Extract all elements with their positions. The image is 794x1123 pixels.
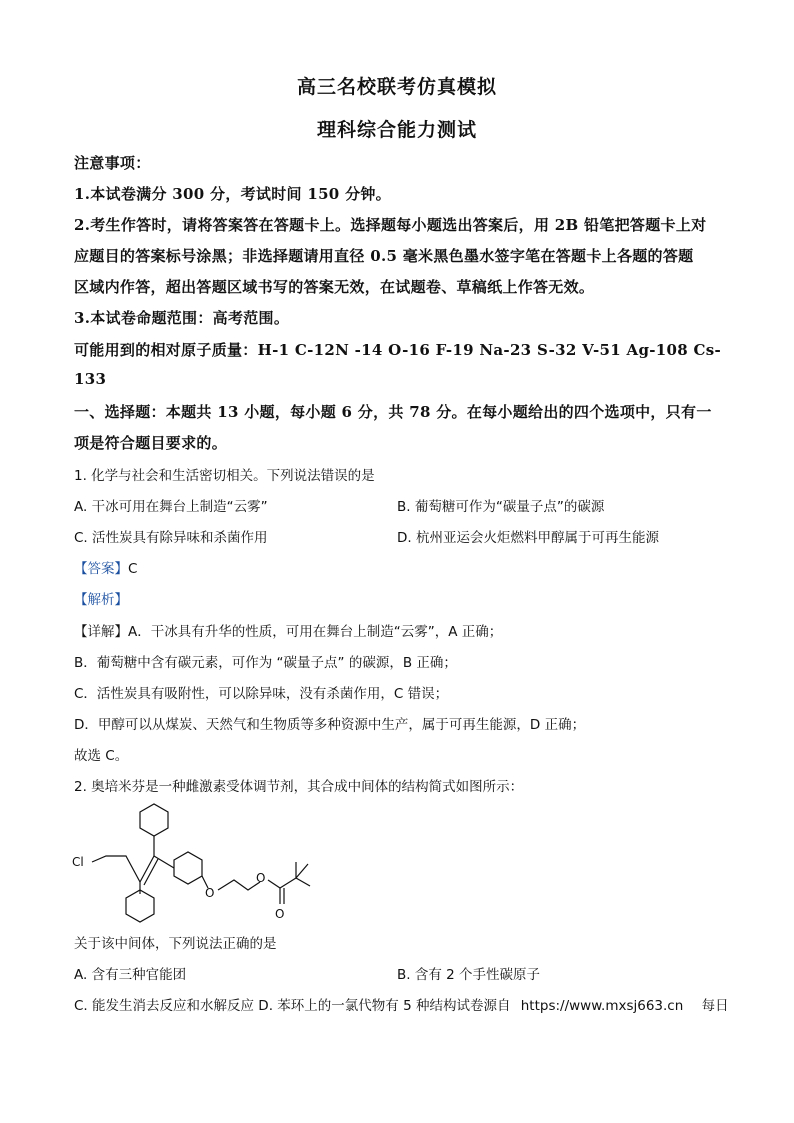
detail-line-d: D．甲醇可以从煤炭、天然气和生物质等多种资源中生产，属于可再生能源，D 正确； (74, 717, 586, 733)
answer-value: C (128, 561, 138, 577)
page-title: 高三名校联考仿真模拟 (296, 76, 497, 98)
atomic-mass-line2: 133 (74, 370, 107, 388)
question-2-option-cd-text: C. 能发生消去反应和水解反应 D. 苯环上的一氯代物有 5 种结构试卷源自 (74, 998, 511, 1014)
section-heading-line2: 项是符合题目要求的。 (74, 434, 228, 452)
question-1-option-d: D. 杭州亚运会火炬燃料甲醇属于可再生能源 (397, 530, 659, 546)
detail-a-text: A．干冰具有升华的性质，可用在舞台上制造“云雾”，A 正确； (128, 624, 503, 640)
section-heading-line1: 一、选择题：本题共 13 小题，每小题 6 分，共 78 分。在每小题给出的四个选项中，只有一 (74, 403, 712, 421)
question-2-option-a: A. 含有三种官能团 (74, 967, 187, 983)
notes-heading: 注意事项： (74, 154, 151, 172)
detail-line-b: B．葡萄糖中含有碳元素，可作为 “碳量子点” 的碳源，B 正确； (74, 655, 457, 671)
carbonyl-oxygen-label: O (275, 907, 285, 921)
question-1-option-a: A. 干冰可用在舞台上制造“云雾” (74, 499, 268, 515)
ethylene-linker (218, 880, 260, 890)
tert-butyl-bond (280, 878, 296, 888)
page-subtitle: 理科综合能力测试 (316, 119, 477, 141)
detail-line-a (74, 620, 502, 640)
answer-line (74, 557, 137, 577)
question-1-option-b: B. 葡萄糖可作为“碳量子点”的碳源 (397, 499, 605, 515)
source-link[interactable]: https://www.mxsj663.cn (520, 998, 684, 1014)
note-item-3: 3.本试卷命题范围：高考范围。 (74, 309, 290, 327)
chloroethyl-chain (92, 856, 140, 882)
alkene-double-bond (144, 859, 158, 885)
top-phenyl-ring (140, 804, 168, 836)
question-2-stem: 2. 奥培米芬是一种雌激素受体调节剂，其合成中间体的结构简式如图所示： (74, 779, 524, 795)
detail-line-c: C．活性炭具有吸附性，可以除异味，没有杀菌作用，C 错误； (74, 686, 449, 702)
ether-oxygen-label: O (205, 886, 215, 900)
note-item-2-line2: 应题目的答案标号涂黑；非选择题请用直径 0.5 毫米黑色墨水签字笔在答题卡上各题的答题 (74, 247, 694, 265)
methyl-bond-3 (296, 864, 308, 878)
atomic-mass-line1: 可能用到的相对原子质量：H-1 C-12N -14 O-16 F-19 Na-23 S-32 V-51 Ag-108 Cs- (74, 341, 722, 359)
question-1-option-c: C. 活性炭具有除异味和杀菌作用 (74, 530, 268, 546)
answer-tag: 【答案】 (74, 561, 128, 577)
question-2-prompt: 关于该中间体，下列说法正确的是 (74, 936, 277, 952)
note-item-2-line3: 区域内作答，超出答题区域书写的答案无效，在试题卷、草稿纸上作答无效。 (74, 278, 595, 296)
ester-bond (268, 880, 280, 888)
methyl-bond-1 (296, 878, 310, 886)
note-item-2-line1: 2.考生作答时，请将答案答在答题卡上。选择题每小题选出答案后，用 2B 铅笔把答题卡上对 (74, 216, 707, 234)
question-2-option-b: B. 含有 2 个手性碳原子 (397, 967, 541, 983)
para-phenylene-ring (174, 852, 202, 884)
detail-tag: 【详解】 (74, 624, 128, 640)
bottom-phenyl-ring (126, 890, 154, 922)
chlorine-label: Cl (72, 855, 84, 869)
question-1-stem: 1. 化学与社会和生活密切相关。下列说法错误的是 (74, 468, 375, 484)
note-item-1: 1.本试卷满分 300 分，考试时间 150 分钟。 (74, 185, 391, 203)
ester-oxygen-label: O (256, 871, 266, 885)
alkene-bond (140, 856, 154, 882)
conclusion-line: 故选 C。 (74, 748, 129, 764)
source-tail: 每日 (701, 998, 729, 1014)
analysis-tag: 【解析】 (74, 592, 128, 608)
molecule-structure (70, 800, 330, 930)
question-2-options-cd (74, 994, 729, 1014)
